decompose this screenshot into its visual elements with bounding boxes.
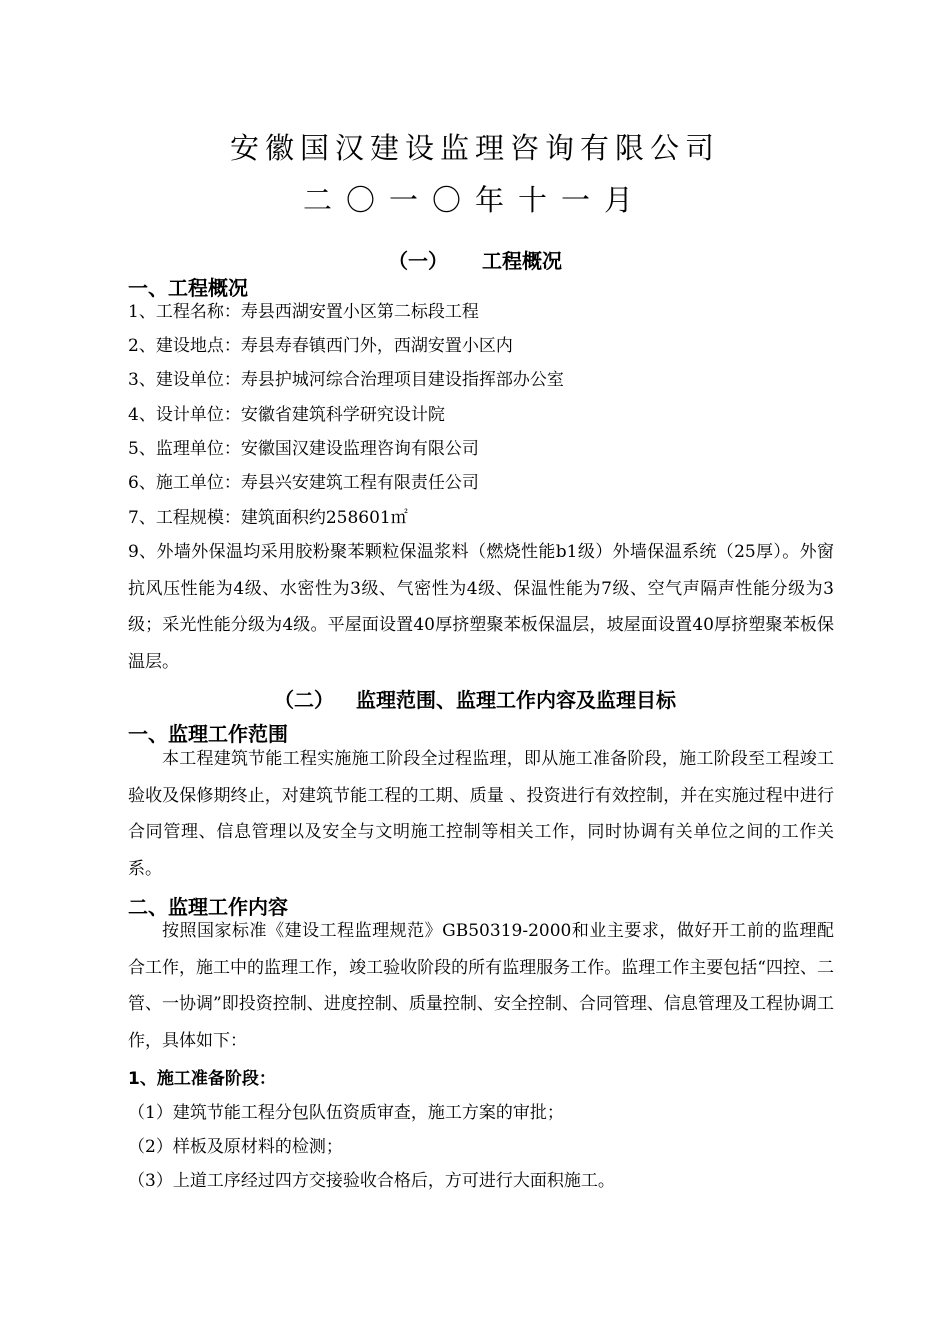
- prep-stage-item: （2）样板及原材料的检测；: [128, 1137, 343, 1157]
- section-2-number: （二）: [274, 688, 334, 712]
- insulation-description: 9、外墙外保温均采用胶粉聚苯颗粒保温浆料（燃烧性能b1级）外墙保温系统（25厚）。外窗抗风压性能为4级、水密性为3级、气密性为4级、保温性能为7级、空气声隔声性能分级为3级；采光性能分级为4级。平屋面设置40厚挤塑聚苯板保温层，坡屋面设置40厚挤塑聚苯板保温层。: [128, 542, 834, 672]
- section-1-title-text: 工程概况: [482, 249, 562, 273]
- section-1-title: [0, 246, 950, 276]
- project-info-item: 6、施工单位：寿县兴安建筑工程有限责任公司: [128, 473, 479, 493]
- prep-stage-item: （1）建筑节能工程分包队伍资质审查，施工方案的审批；: [128, 1103, 564, 1123]
- section-1-number: （一）: [388, 249, 448, 273]
- content-paragraph: 按照国家标准《建设工程监理规范》GB50319-2000和业主要求，做好开工前的监理配合工作，施工中的监理工作，竣工验收阶段的所有监理服务工作。监理工作主要包括“四控、二管、一协调”即投资控制、进度控制、质量控制、安全控制、合同管理、信息管理及工程协调工作，具体如下：: [128, 921, 834, 1051]
- scope-heading: 一、监理工作范围: [128, 722, 288, 746]
- content-heading: 二、监理工作内容: [128, 895, 288, 919]
- project-info-item: 5、监理单位：安徽国汉建设监理咨询有限公司: [128, 439, 479, 459]
- project-info-item: 7、工程规模：建筑面积约258601㎡: [128, 508, 408, 528]
- company-name: 安徽国汉建设监理咨询有限公司: [229, 131, 720, 165]
- project-info-item: 2、建设地点：寿县寿春镇西门外，西湖安置小区内: [128, 336, 513, 356]
- project-info-item: 1、工程名称：寿县西湖安置小区第二标段工程: [128, 302, 479, 322]
- prep-stage-item: （3）上道工序经过四方交接验收合格后，方可进行大面积施工。: [128, 1171, 615, 1191]
- project-info-item: 4、设计单位：安徽省建筑科学研究设计院: [128, 405, 445, 425]
- scope-paragraph: 本工程建筑节能工程实施施工阶段全过程监理，即从施工准备阶段，施工阶段至工程竣工验收及保修期终止，对建筑节能工程的工期、质量 、投资进行有效控制，并在实施过程中进行合同管理、信息管理以及安全与文明施工控制等相关工作，同时协调有关单位之间的工作关系。: [128, 749, 834, 879]
- document-date: 二〇一〇年十一月: [302, 183, 647, 217]
- section-2-title: [0, 685, 950, 715]
- project-info-item: 3、建设单位：寿县护城河综合治理项目建设指挥部办公室: [128, 370, 564, 390]
- section-2-title-text: 监理范围、监理工作内容及监理目标: [356, 688, 676, 712]
- prep-stage-heading: 1、施工准备阶段：: [128, 1069, 276, 1089]
- section-1-heading: 一、工程概况: [128, 276, 248, 300]
